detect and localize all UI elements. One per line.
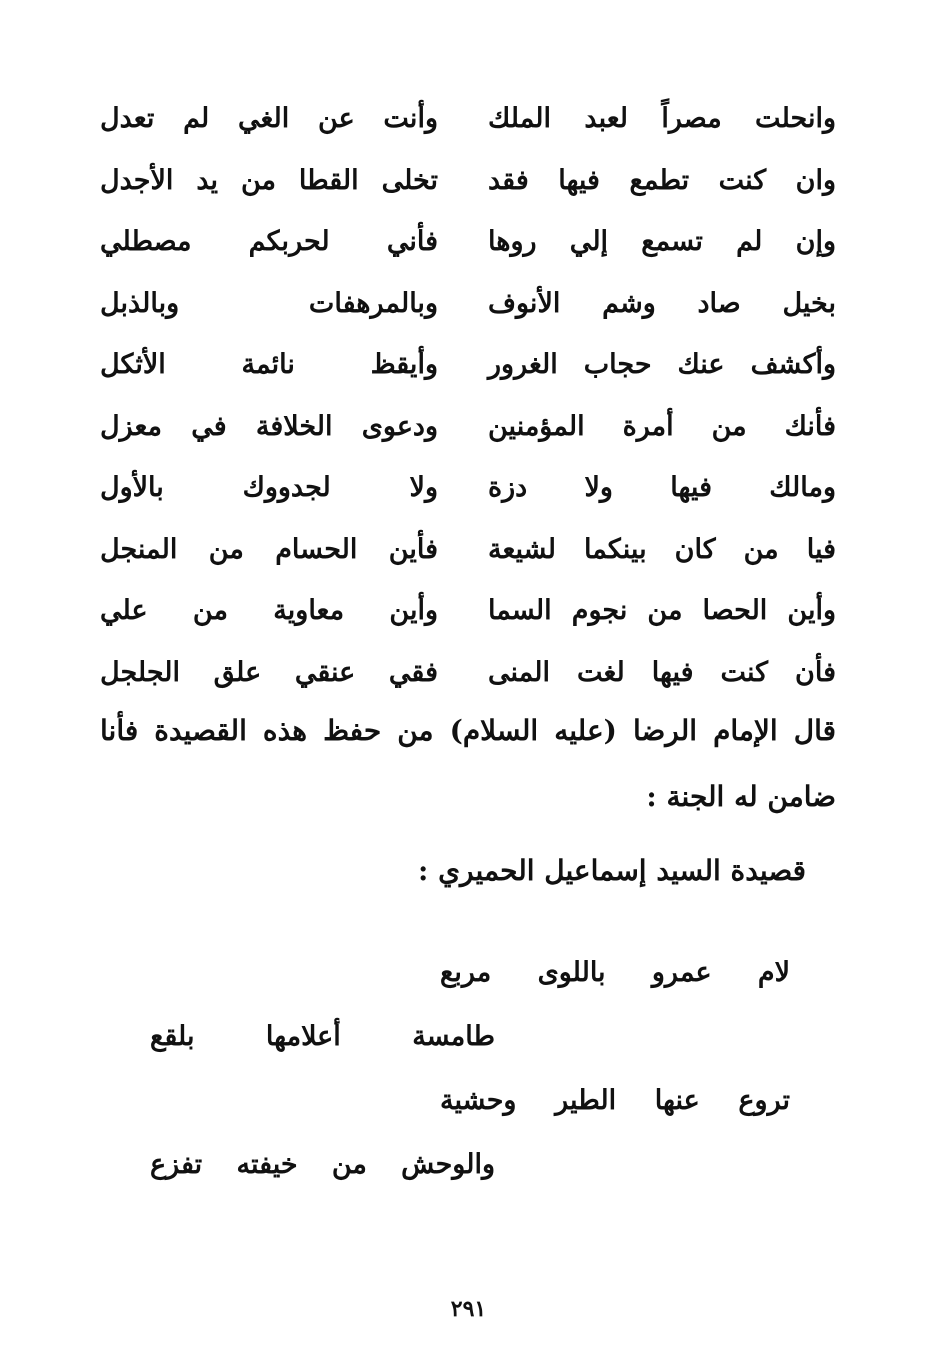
verse-second-hemistich: وبالمرهفات وبالذبل [100, 287, 438, 319]
poem-line [140, 1068, 800, 1132]
verse-line [100, 150, 836, 212]
page-number: ٢٩١ [450, 1296, 487, 1322]
verse-second-hemistich: وأنت عن الغي لم تعدل [100, 103, 438, 135]
verse-line [100, 334, 836, 396]
verse-first-hemistich: ومالك فيها ولا دزة [488, 472, 836, 504]
verse-second-hemistich: تخلى القطا من يد الأجدل [100, 164, 438, 196]
verse-line [100, 519, 836, 581]
verse-first-hemistich: وان كنت تطمع فيها فقد [488, 164, 836, 196]
verse-line [100, 642, 836, 704]
prose-line: قال الإمام الرضا (عليه السلام) من حفظ هذه القصيدة فأنا [100, 714, 836, 747]
verse-line [100, 396, 836, 458]
verse-first-hemistich: بخيل صاد وشم الأنوف [488, 287, 836, 319]
poem-line-text: والوحش من خيفته تفزع [150, 1148, 495, 1180]
verse-second-hemistich: وأيقظ نائمة الأثكل [100, 349, 438, 381]
verse-second-hemistich: فقي عنقي علق الجلجل [100, 656, 438, 688]
poem-line-text: طامسة أعلامها بلقع [150, 1020, 495, 1052]
verse-line [100, 211, 836, 273]
poem-line [140, 1004, 800, 1068]
verse-first-hemistich: وإن لم تسمع إلي روها [488, 226, 836, 258]
verse-line [100, 457, 836, 519]
prose-line: ضامن له الجنة : [646, 780, 836, 813]
verse-first-hemistich: وانحلت مصراً لعبد الملك [488, 103, 836, 135]
poem-line [140, 940, 800, 1004]
verse-line [100, 580, 836, 642]
verse-second-hemistich: فأني لحربكم مصطلي [100, 226, 438, 258]
verse-first-hemistich: وأكشف عنك حجاب الغرور [488, 349, 836, 381]
verse-line [100, 273, 836, 335]
verse-first-hemistich: وأين الحصا من نجوم السما [488, 595, 836, 627]
poem-verses [100, 88, 836, 703]
verse-first-hemistich: فأنك من أمرة المؤمنين [488, 410, 836, 442]
verse-first-hemistich: فيا من كان بينكما لشيعة [488, 533, 836, 565]
verse-second-hemistich: وأين معاوية من علي [100, 595, 438, 627]
prose-paragraph [100, 698, 836, 830]
verse-second-hemistich: ولا لجدووك بالأول [100, 472, 438, 504]
verse-second-hemistich: ودعوى الخلافة في معزل [100, 410, 438, 442]
section-heading: قصيدة السيد إسماعيل الحميري : [418, 854, 806, 887]
verse-first-hemistich: فأن كنت فيها لغت المنى [488, 656, 836, 688]
verse-line [100, 88, 836, 150]
poem-line [140, 1132, 800, 1196]
poem-line-text: تروع عنها الطير وحشية [440, 1084, 790, 1116]
verse-second-hemistich: فأين الحسام من المنجل [100, 533, 438, 565]
poem-line-text: لام عمرو باللوى مربع [440, 956, 790, 988]
second-poem [140, 940, 800, 1196]
